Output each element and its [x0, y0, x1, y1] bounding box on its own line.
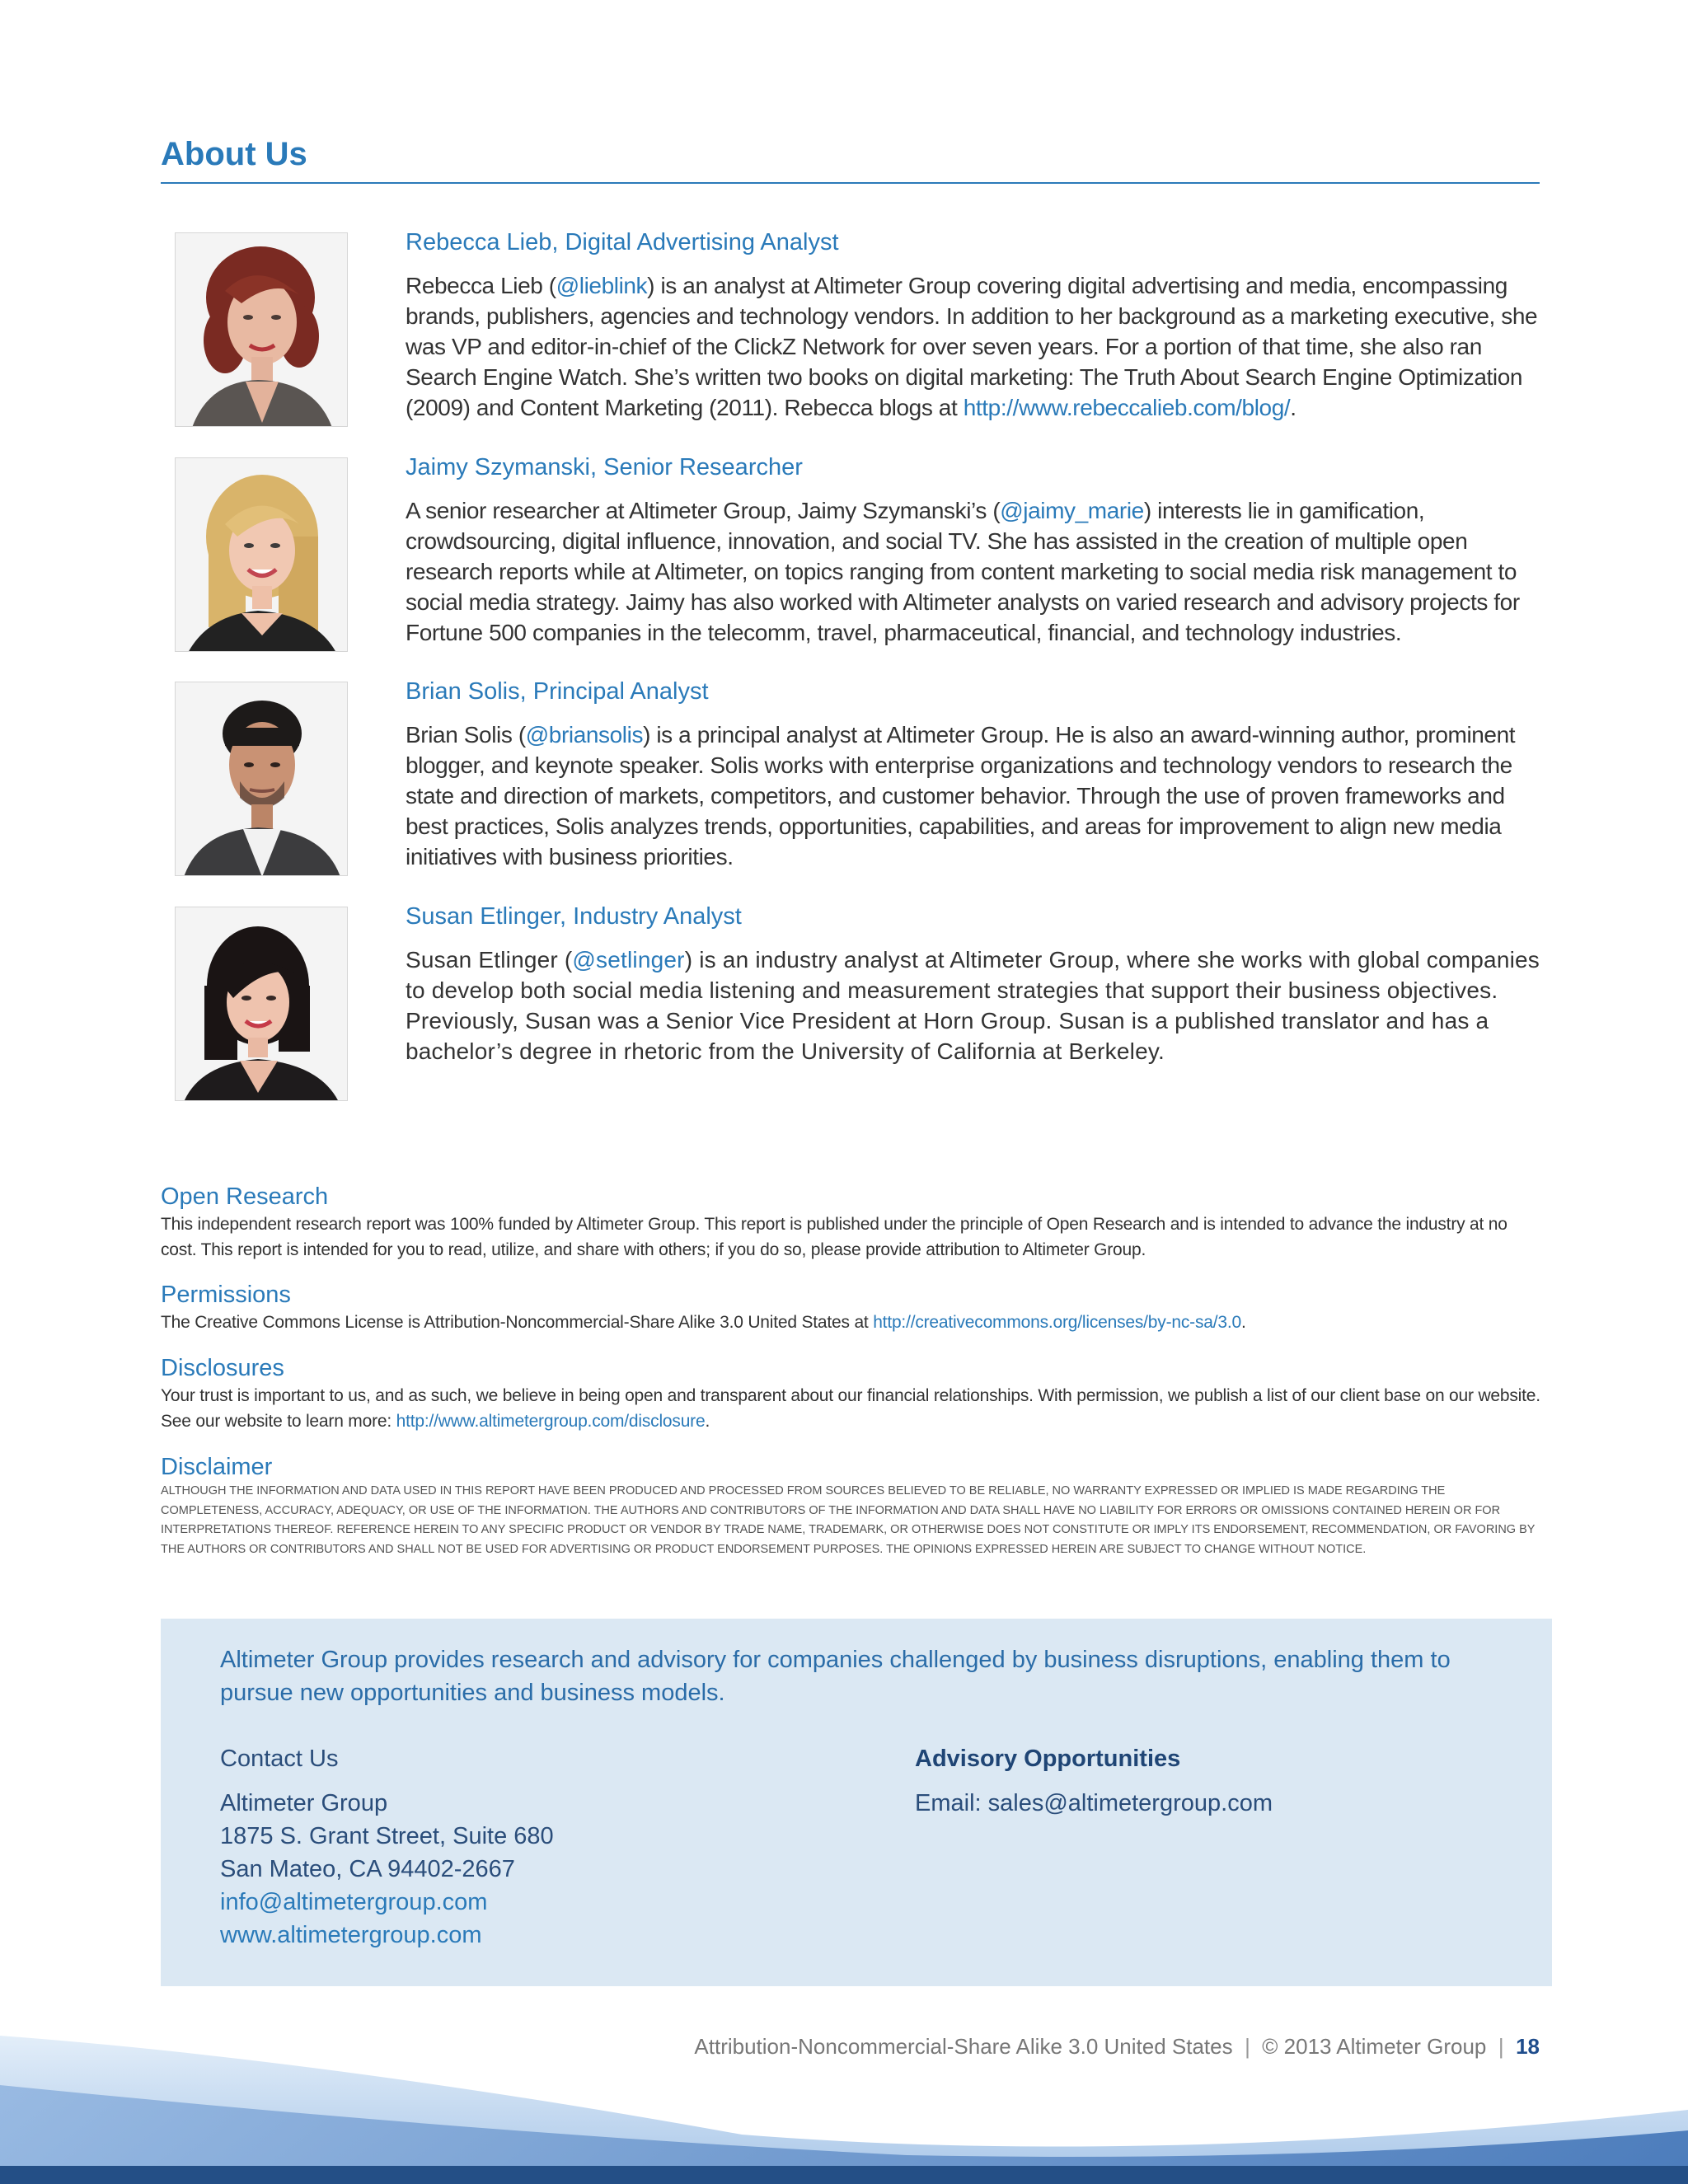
- bio-name: Susan Etlinger, Industry Analyst: [406, 903, 742, 930]
- info-email-link[interactable]: info@altimetergroup.com: [220, 1889, 488, 1915]
- section-title: Permissions: [161, 1282, 291, 1308]
- section-permissions: [161, 1280, 1541, 1335]
- twitter-handle-link[interactable]: @jaimy_marie: [1000, 498, 1144, 523]
- title-divider: [161, 182, 1540, 184]
- section-text: The Creative Commons License is Attribution-Noncommercial-Share Alike 3.0 United States at http://creativecommons.org/licenses/by-nc-sa/3.0.: [161, 1313, 1246, 1332]
- photo-susan-etlinger: [175, 907, 348, 1101]
- photo-brian-solis: [175, 682, 348, 876]
- section-text: ALTHOUGH THE INFORMATION AND DATA USED IN THIS REPORT HAVE BEEN PRODUCED AND PROCESSED FROM SOURCES BELIEVED TO BE RELIABLE, NO WARRANTY EXPRESSED OR IMPLIED IS MADE REGARDING THE COMPLETENESS, ACCURACY, ADEQUACY, OR USE OF THE INFORMATION. THE AUTHORS AND CONTRIBUTORS OF THE INFORMATION AND DATA SHALL HAVE NO LIABILITY FOR ERRORS OR OMISSIONS CONTAINED HEREIN OR FOR INTERPRETATIONS THEREOF. REFERENCE HEREIN TO ANY SPECIFIC PRODUCT OR VENDOR BY TRADE NAME, TRADEMARK, OR OTHERWISE DOES NOT CONSTITUTE OR IMPLY ITS ENDORSEMENT, RECOMMENDATION, OR FAVORING BY THE AUTHORS OR CONTRIBUTORS AND SHALL NOT BE USED FOR ADVERTISING OR PRODUCT ENDORSEMENT PURPOSES. THE OPINIONS EXPRESSED HEREIN ARE SUBJECT TO CHANGE WITHOUT NOTICE.: [161, 1484, 1536, 1556]
- advisory-column: [915, 1742, 1273, 1820]
- contact-us-title: Contact Us: [220, 1746, 339, 1772]
- advisory-email[interactable]: Email: sales@altimetergroup.com: [915, 1790, 1273, 1816]
- page-number: 18: [1516, 2034, 1540, 2059]
- twitter-handle-link[interactable]: @briansolis: [525, 722, 644, 748]
- section-disclosures: [161, 1353, 1541, 1434]
- street-address: 1875 S. Grant Street, Suite 680: [220, 1823, 554, 1849]
- twitter-handle-link[interactable]: @lieblink: [556, 273, 648, 298]
- contact-us-column: [220, 1742, 554, 1952]
- bio-susan-etlinger: [175, 903, 1543, 1104]
- footer: Attribution-Noncommercial-Share Alike 3.0 United States | © 2013 Altimeter Group | 18: [694, 2034, 1540, 2059]
- twitter-handle-link[interactable]: @setlinger: [572, 947, 685, 972]
- section-title: Disclaimer: [161, 1454, 273, 1480]
- footer-copyright: © 2013 Altimeter Group: [1262, 2034, 1487, 2059]
- section-open-research: [161, 1182, 1541, 1263]
- photo-jaimy-szymanski: [175, 457, 348, 652]
- section-text: Your trust is important to us, and as such, we believe in being open and transparent about our financial relationships. With permission, we publish a list of our client base on our website. See our website to learn more: http://www.altimetergroup.com/disclosure.: [161, 1386, 1540, 1431]
- bio-text: Susan Etlinger (@setlinger) is an industry analyst at Altimeter Group, where she works with global companies to develop both social media listening and measurement strategies that support their business objectives. Previously, Susan was a Senior Vice President at Horn Group. Susan is a published translator and has a bachelor’s degree in rhetoric from the University of California at Berkeley.: [406, 947, 1540, 1064]
- footer-license: Attribution-Noncommercial-Share Alike 3.0 United States: [694, 2034, 1233, 2059]
- bio-brian-solis: [175, 678, 1543, 879]
- section-text: This independent research report was 100% funded by Altimeter Group. This report is published under the principle of Open Research and is intended to advance the industry at no cost. This report is intended for you to read, utilize, and share with others; if you do so, please provide attribution to Altimeter Group.: [161, 1215, 1507, 1259]
- section-title: Disclosures: [161, 1355, 284, 1381]
- company-intro: Altimeter Group provides research and advisory for companies challenged by business disruptions, enabling them to pursue new opportunities and business models.: [220, 1647, 1451, 1706]
- bio-name: Rebecca Lieb, Digital Advertising Analyst: [406, 229, 839, 255]
- bio-text: A senior researcher at Altimeter Group, Jaimy Szymanski’s (@jaimy_marie) interests lie in gamification, crowdsourcing, digital influence, innovation, and social TV. She has assisted in the creation of multiple open research reports while at Altimeter, on topics ranging from content marketing to social media risk management to social media strategy. Jaimy has also worked with Altimeter analysts on varied research and advisory projects for Fortune 500 companies in the telecomm, travel, pharmaceutical, financial, and technology industries.: [406, 498, 1520, 645]
- city-address: San Mateo, CA 94402-2667: [220, 1856, 515, 1882]
- bio-name: Jaimy Szymanski, Senior Researcher: [406, 454, 803, 480]
- creative-commons-link[interactable]: http://creativecommons.org/licenses/by-nc-sa/3.0: [873, 1313, 1241, 1332]
- bio-text: Rebecca Lieb (@lieblink) is an analyst at Altimeter Group covering digital advertising and media, encompassing brands, publishers, agencies and technology vendors. In addition to her background as a marketing executive, she was VP and editor-in-chief of the ClickZ Network for over seven years. For a portion of that time, she also ran Search Engine Watch. She’s written two books on digital marketing: The Truth About Search Engine Optimization (2009) and Content Marketing (2011). Rebecca blogs at http://www.rebeccalieb.com/blog/.: [406, 273, 1538, 420]
- blog-link[interactable]: http://www.rebeccalieb.com/blog/: [963, 395, 1291, 420]
- disclosure-link[interactable]: http://www.altimetergroup.com/disclosure: [396, 1412, 706, 1431]
- contact-box: [161, 1619, 1552, 1986]
- section-disclaimer: [161, 1452, 1541, 1559]
- advisory-title: Advisory Opportunities: [915, 1746, 1181, 1772]
- bio-jaimy-szymanski: [175, 454, 1543, 655]
- section-title: Open Research: [161, 1183, 329, 1210]
- photo-rebecca-lieb: [175, 232, 348, 427]
- bio-name: Brian Solis, Principal Analyst: [406, 678, 709, 705]
- company-name: Altimeter Group: [220, 1790, 388, 1816]
- page-title: About Us: [161, 136, 307, 172]
- website-link[interactable]: www.altimetergroup.com: [220, 1922, 482, 1948]
- bio-text: Brian Solis (@briansolis) is a principal analyst at Altimeter Group. He is also an award-winning author, prominent blogger, and keynote speaker. Solis works with enterprise organizations and technology vendors to research the state and direction of markets, competitors, and customer behavior. Through the use of proven frameworks and best practices, Solis analyzes trends, opportunities, capabilities, and areas for improvement to align new media initiatives with business priorities.: [406, 722, 1516, 869]
- bio-rebecca-lieb: [175, 229, 1543, 430]
